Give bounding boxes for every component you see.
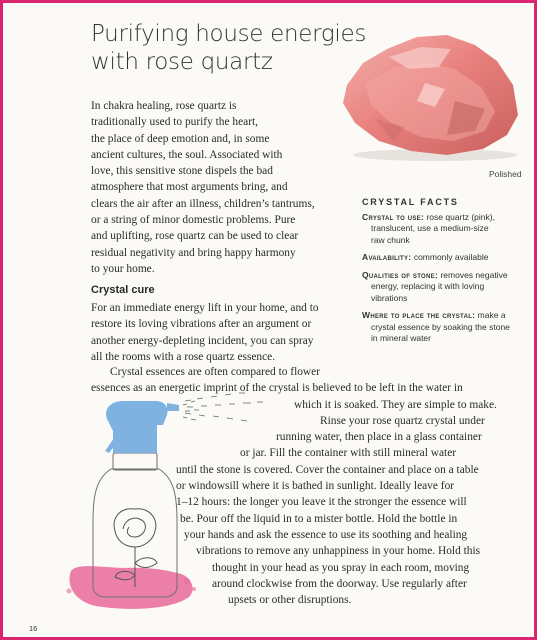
essence-line: essences as an energetic imprint of the crystal is believed to be left in the water in [91, 382, 463, 395]
intro-line: to your home. [91, 262, 155, 275]
essence-line: thought in your head as you spray in each room, moving [212, 561, 470, 574]
essence-line: be. Pour off the liquid in to a mister bottle. Hold the bottle in [180, 512, 458, 525]
crystal-facts-box [362, 197, 527, 351]
intro-line: love, this sensitive stone dispels the bad [91, 165, 273, 178]
fact-value-line: vibrations [371, 292, 408, 303]
title-line-1: Purifying house energies [91, 21, 366, 47]
fact-qualities-of-stone [362, 270, 527, 305]
fact-value: removes negative [440, 269, 508, 280]
essence-line: around clockwise from the doorway. Use regularly after [212, 577, 467, 590]
fact-label: Qualities of stone: [362, 269, 439, 280]
cure-line: restore its loving vibrations after an argument or [91, 318, 312, 331]
essence-line: running water, then place in a glass container [276, 431, 482, 444]
essence-line: upsets or other disruptions. [228, 594, 352, 607]
fact-value: rose quartz (pink), [426, 211, 495, 222]
fact-crystal-to-use [362, 212, 527, 247]
intro-line: atmosphere that most arguments bring, and [91, 181, 288, 194]
essence-line: your hands and ask the essence to use its soothing and healing [184, 528, 468, 541]
intro-paragraph [91, 98, 341, 277]
page-title [91, 20, 366, 76]
essence-line: Crystal essences are often compared to flower [110, 366, 321, 378]
essence-line: vibrations to remove any unhappiness in your home. Hold this [196, 545, 481, 558]
fact-value-line: translucent, use a medium-size [371, 223, 489, 233]
intro-line: or a string of minor domestic problems. Pure [91, 214, 296, 227]
fact-availability [362, 252, 527, 264]
fact-value-line: energy, replacing it with loving [371, 281, 485, 291]
page-number: 16 [29, 624, 38, 633]
cure-line: another energy-depleting incident, you can spray [91, 334, 314, 347]
fact-value-line: in mineral water [371, 333, 431, 343]
intro-line: In chakra healing, rose quartz is [91, 100, 237, 112]
intro-line: traditionally used to purify the heart, [91, 116, 259, 129]
essence-line: until the stone is covered. Cover the container and place on a table [176, 463, 479, 476]
intro-line: and uplifting, rose quartz can be used to clear [91, 230, 299, 243]
fact-value-line: crystal essence by soaking the stone [371, 321, 510, 332]
cure-line: For an immediate energy lift in your home, and to [91, 302, 319, 314]
fact-label: Crystal to use: [362, 211, 425, 222]
rose-quartz-image [335, 23, 525, 163]
image-caption: Polished [489, 169, 522, 179]
crystal-cure-paragraph [91, 300, 351, 365]
cure-line: all the rooms with a rose quartz essence. [91, 350, 276, 363]
title-line-2: with rose quartz [91, 49, 273, 75]
essence-line: or windowsill where it is bathed in sunlight. Ideally leave for [176, 480, 455, 493]
fact-value: make a [477, 310, 506, 320]
fact-value-line: raw chunk [371, 234, 410, 245]
fact-label: Where to place the crystal: [362, 310, 476, 320]
essence-line: which it is soaked. They are simple to make. [294, 398, 497, 411]
essence-line: or jar. Fill the container with still mineral water [240, 447, 457, 460]
essence-line: 1–12 hours: the longer you leave it the stronger the essence will [176, 496, 467, 509]
intro-line: clears the air after an illness, children’s tantrums, [91, 197, 315, 210]
crystal-facts-heading: CRYSTAL FACTS [362, 197, 459, 207]
fact-label: Availability: [362, 252, 412, 262]
intro-line: residual negativity and bring happy harmony [91, 246, 296, 259]
intro-line: the place of deep emotion and, in some [91, 132, 270, 145]
intro-line: ancient cultures, the soul. Associated with [91, 148, 283, 161]
fact-where-to-place [362, 310, 527, 345]
fact-value: commonly available [413, 252, 489, 262]
essence-paragraph [3, 364, 537, 608]
crystal-cure-heading: Crystal cure [91, 284, 155, 296]
essence-line: Rinse your rose quartz crystal under [320, 414, 485, 427]
